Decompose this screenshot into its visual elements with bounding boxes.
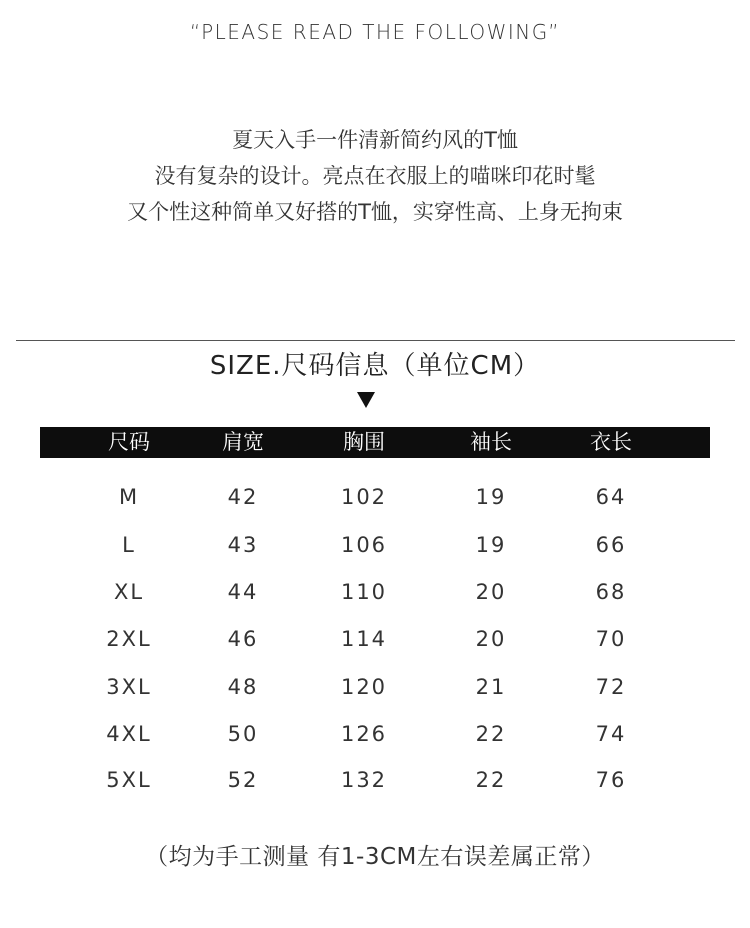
table-cell-chest: 114 bbox=[340, 627, 388, 651]
table-cell-size: 2XL bbox=[106, 627, 152, 651]
section-divider bbox=[16, 340, 735, 341]
table-row bbox=[0, 577, 750, 607]
table-cell-chest: 132 bbox=[340, 768, 388, 792]
table-cell-length: 70 bbox=[595, 627, 627, 651]
table-cell-length: 72 bbox=[595, 675, 627, 699]
table-cell-size: 3XL bbox=[106, 675, 152, 699]
table-cell-size: L bbox=[122, 533, 136, 557]
table-cell-shoulder: 50 bbox=[227, 722, 259, 746]
table-cell-shoulder: 43 bbox=[227, 533, 259, 557]
intro-line: 又个性这种简单又好搭的T恤，实穿性高、上身无拘束 bbox=[127, 200, 623, 224]
page-header-title: “PLEASE READ THE FOLLOWING” bbox=[189, 20, 561, 44]
table-cell-length: 64 bbox=[595, 485, 627, 509]
measurement-note: （均为手工测量 有1-3CM左右误差属正常） bbox=[145, 844, 605, 870]
table-row bbox=[0, 672, 750, 702]
table-cell-size: XL bbox=[113, 580, 145, 604]
table-cell-length: 74 bbox=[595, 722, 627, 746]
table-header-cell: 袖长 bbox=[470, 430, 512, 454]
size-table-header bbox=[40, 427, 710, 458]
table-cell-shoulder: 52 bbox=[227, 768, 259, 792]
table-header-cell: 尺码 bbox=[108, 430, 150, 454]
table-row bbox=[0, 530, 750, 560]
table-cell-length: 66 bbox=[595, 533, 627, 557]
table-cell-sleeve: 20 bbox=[475, 627, 507, 651]
table-cell-shoulder: 42 bbox=[227, 485, 259, 509]
table-row bbox=[0, 624, 750, 654]
table-cell-sleeve: 19 bbox=[475, 533, 507, 557]
intro-line: 夏天入手一件清新简约风的T恤 bbox=[232, 128, 518, 152]
table-cell-chest: 102 bbox=[340, 485, 388, 509]
table-row bbox=[0, 719, 750, 749]
table-cell-size: 4XL bbox=[106, 722, 152, 746]
table-cell-sleeve: 20 bbox=[475, 580, 507, 604]
table-row bbox=[0, 482, 750, 512]
intro-line: 没有复杂的设计。亮点在衣服上的喵咪印花时髦 bbox=[154, 164, 596, 188]
table-header-cell: 衣长 bbox=[590, 430, 632, 454]
intro-text bbox=[0, 122, 750, 230]
table-cell-sleeve: 21 bbox=[475, 675, 507, 699]
table-cell-chest: 120 bbox=[340, 675, 388, 699]
table-row bbox=[0, 765, 750, 795]
table-cell-size: 5XL bbox=[106, 768, 152, 792]
table-cell-shoulder: 44 bbox=[227, 580, 259, 604]
table-cell-sleeve: 19 bbox=[475, 485, 507, 509]
table-cell-sleeve: 22 bbox=[475, 768, 507, 792]
table-cell-size: M bbox=[118, 485, 140, 509]
table-header-cell: 肩宽 bbox=[222, 430, 264, 454]
table-cell-chest: 126 bbox=[340, 722, 388, 746]
table-cell-sleeve: 22 bbox=[475, 722, 507, 746]
size-section-title: SIZE.尺码信息（单位CM） bbox=[209, 351, 541, 381]
table-cell-shoulder: 46 bbox=[227, 627, 259, 651]
down-triangle-icon bbox=[357, 392, 375, 408]
table-header-cell: 胸围 bbox=[343, 430, 385, 454]
table-cell-chest: 106 bbox=[340, 533, 388, 557]
table-cell-chest: 110 bbox=[340, 580, 388, 604]
table-cell-shoulder: 48 bbox=[227, 675, 259, 699]
table-cell-length: 68 bbox=[595, 580, 627, 604]
table-cell-length: 76 bbox=[595, 768, 627, 792]
